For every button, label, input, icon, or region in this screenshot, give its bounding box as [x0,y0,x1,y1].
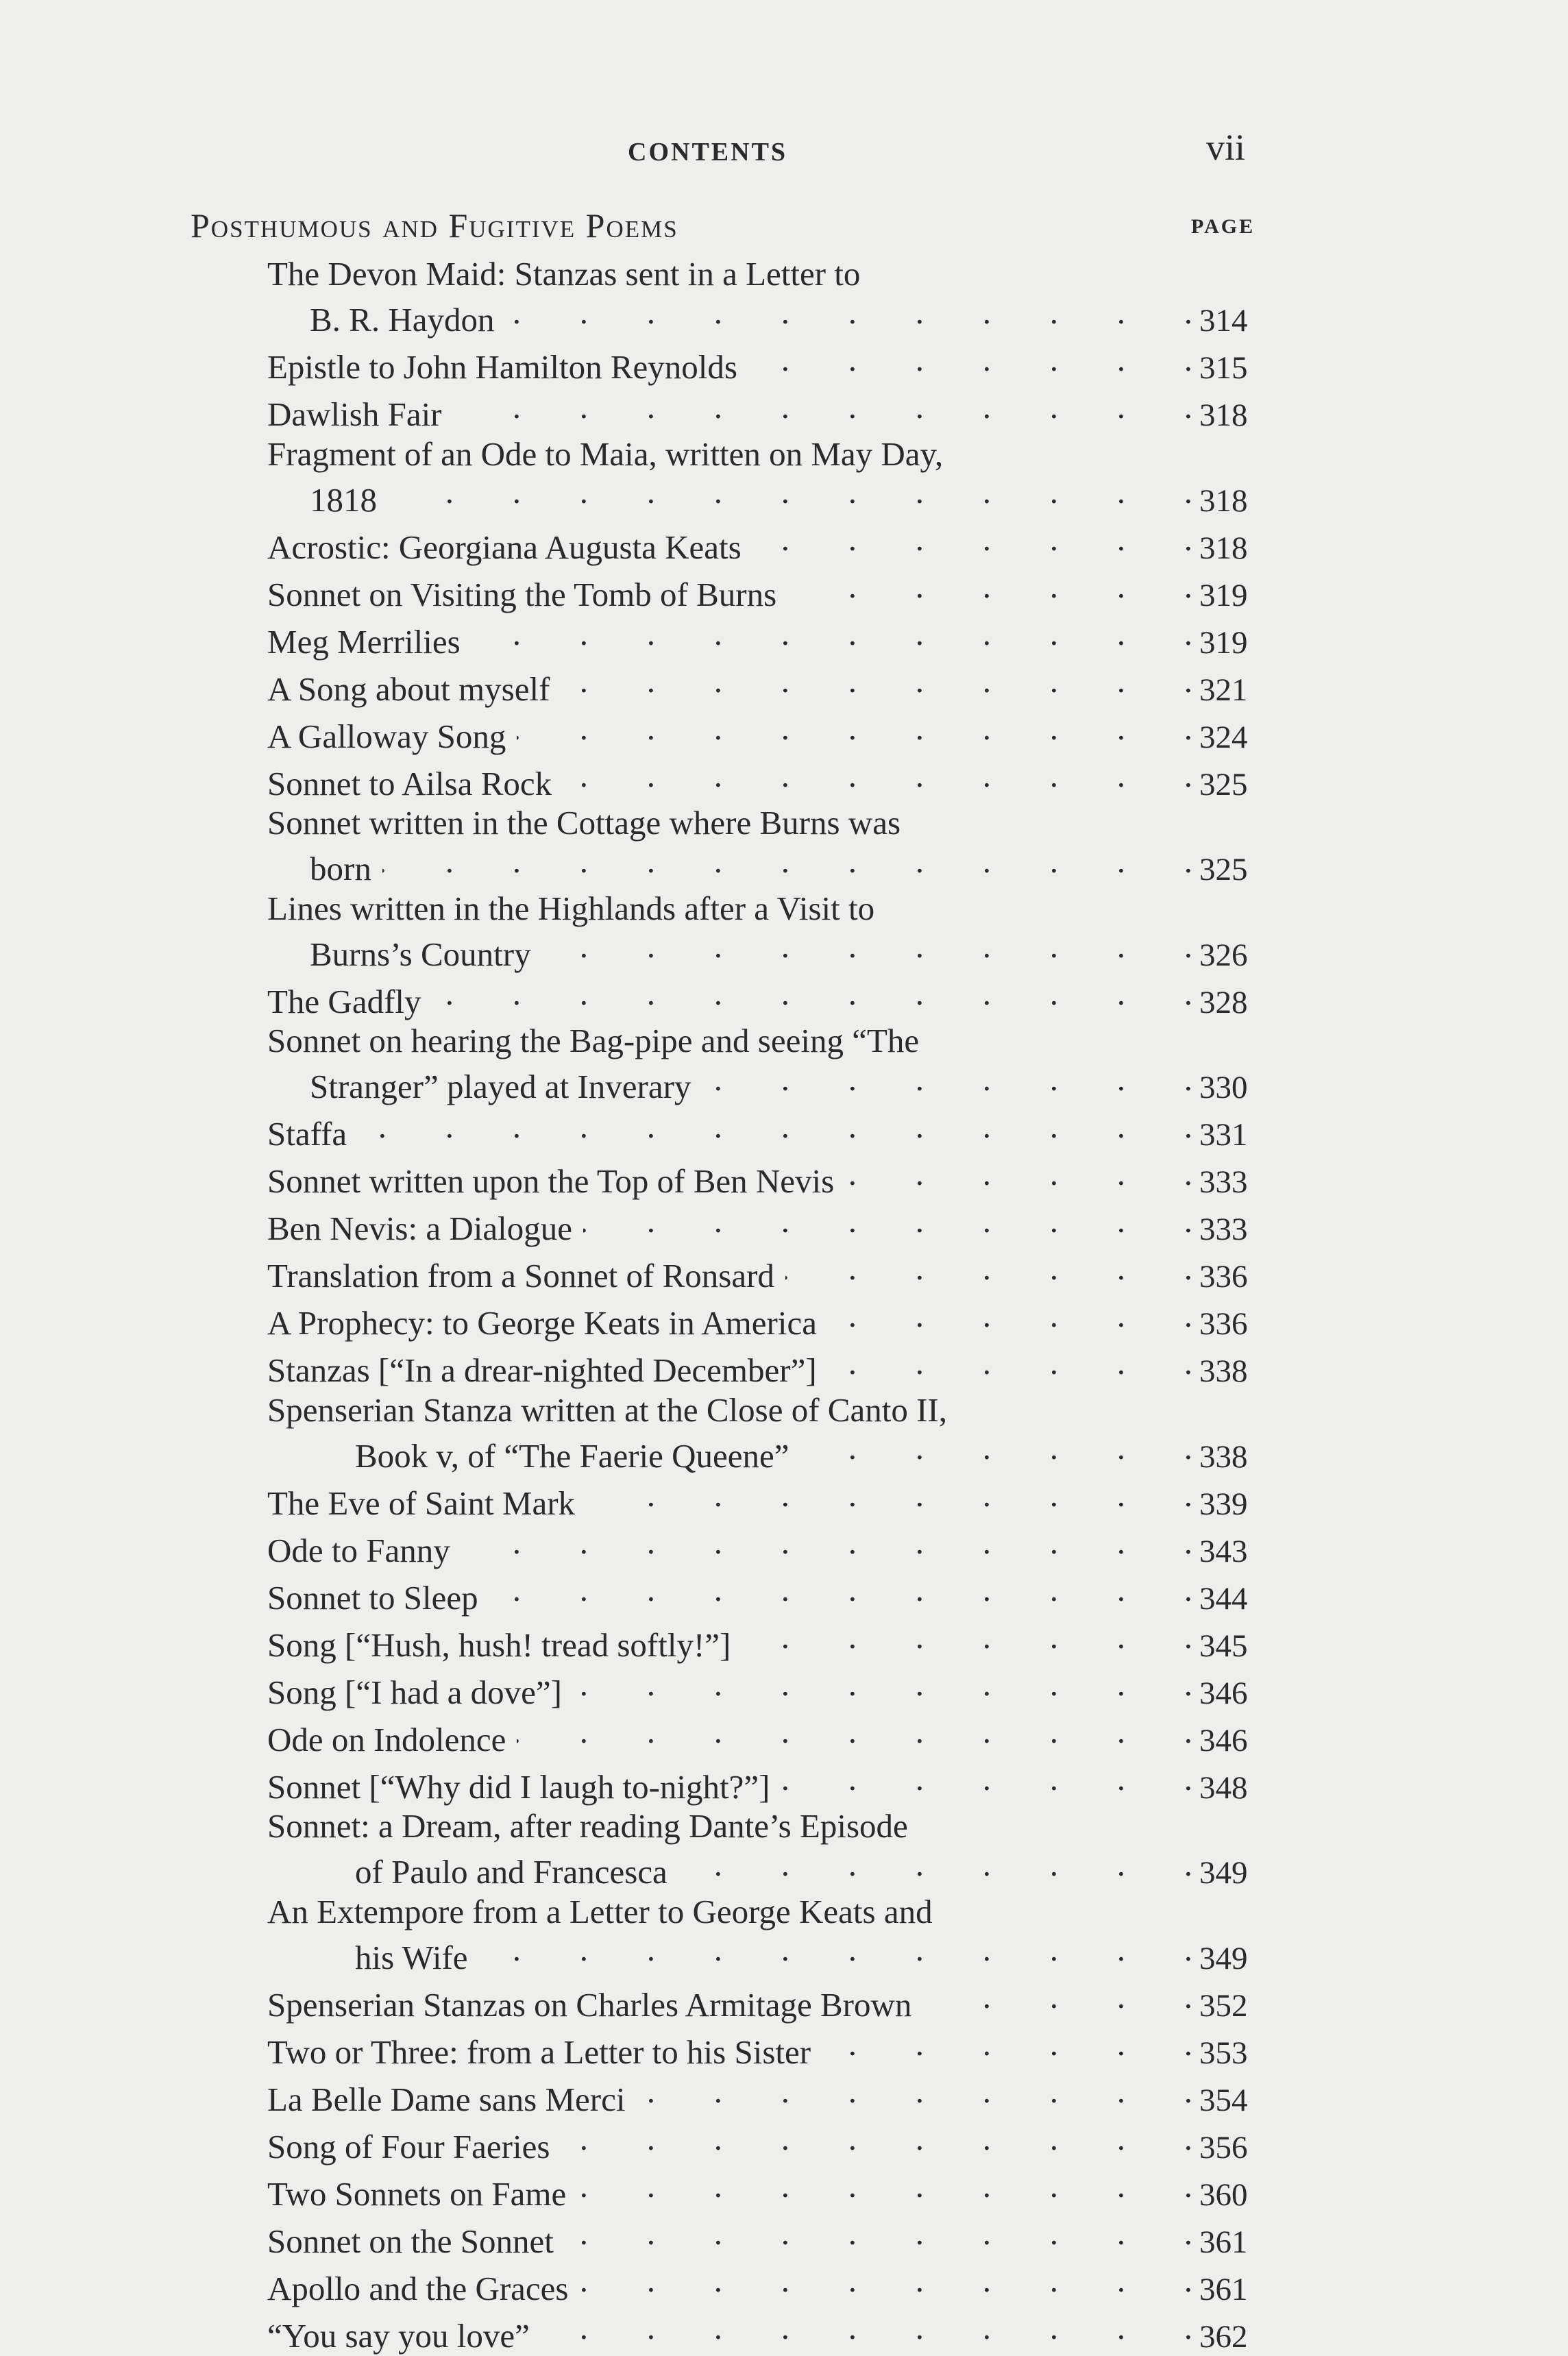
dot-leader [636,2072,1192,2111]
page-column-label: PAGE [1191,215,1255,238]
toc-entry-title-line: Acrostic: Georgiana Augusta Keats [267,528,742,567]
dot-leader [800,1429,1192,1467]
toc-entry [267,2072,1275,2120]
toc-entry [267,2025,1275,2072]
toc-entry [267,889,1275,975]
toc-entry-page-number: 349 [1199,1854,1275,1893]
toc-entry-title-line: The Devon Maid: Stanzas sent in a Letter to [267,255,1275,293]
dot-leader [506,293,1193,332]
toc-entry-title-line: Two or Three: from a Letter to his Sister [267,2033,811,2072]
section-heading [191,206,1260,260]
toc-entry-title-line: La Belle Dame sans Merci [267,2081,625,2119]
dot-leader [828,1344,1192,1382]
running-head-title: CONTENTS [628,137,787,167]
toc-entry [267,1022,1275,1107]
toc-entry [267,1978,1275,2025]
toc-entry-page-number: 349 [1199,1940,1275,1978]
toc-entry-page-number: 362 [1199,2318,1275,2356]
toc-entry-page-number: 344 [1199,1580,1275,1619]
toc-entry-page-number: 356 [1199,2129,1275,2168]
dot-leader [748,341,1192,379]
toc-entry-title-line: The Gadfly [267,983,421,1021]
toc-entry-page-number: 338 [1199,1353,1275,1391]
toc-entry [267,1476,1275,1523]
dot-leader [583,1202,1192,1240]
toc-entry-title-line: Sonnet on hearing the Bag-pipe and seeing “The [267,1022,1275,1060]
toc-entry-page-number: 346 [1199,1675,1275,1713]
toc-entry [267,1344,1275,1391]
toc-entry [267,1297,1275,1344]
toc-entry-title-line: Translation from a Sonnet of Ronsard [267,1257,774,1295]
dot-leader [471,615,1192,653]
toc-entry-title-line: Sonnet [“Why did I laugh to-night?”] [267,1768,770,1806]
toc-entry-page-number: 346 [1199,1722,1275,1760]
dot-leader [388,473,1192,511]
toc-entry [267,974,1275,1022]
toc-entry-title-line: Book v, of “The Faerie Queene” [355,1437,789,1475]
toc-entry [267,1807,1275,1893]
toc-entry-title-line: Dawlish Fair [267,395,442,434]
toc-entry-title-line: Sonnet on Visiting the Tomb of Burns [267,576,776,614]
toc-entry [267,2167,1275,2214]
toc-entry [267,615,1275,662]
dot-leader [845,1155,1192,1193]
toc-entry-page-number: 361 [1199,2224,1275,2262]
toc-entry-page-number: 326 [1199,937,1275,975]
toc-entry-title-line: Ode on Indolence [267,1721,506,1759]
dot-leader [517,709,1192,748]
toc-entry [267,2120,1275,2167]
toc-entry-page-number: 338 [1199,1438,1275,1477]
dot-leader [822,2025,1192,2063]
dot-leader [702,1060,1192,1099]
toc-entry-page-number: 318 [1199,397,1275,435]
dot-leader [565,2214,1192,2253]
toc-entry-page-number: 333 [1199,1211,1275,1249]
toc-entry-title-line: Spenserian Stanza written at the Close of Canto II, [267,1391,1275,1429]
toc-entry-page-number: 319 [1199,624,1275,663]
toc-entry [267,1523,1275,1571]
toc-entry-title-line: Sonnet to Sleep [267,1579,478,1617]
dot-leader [461,1523,1192,1562]
toc-entry-page-number: 318 [1199,482,1275,521]
toc-entry-title-line: Stranger” played at Inverary [310,1068,691,1106]
toc-entry-title-line: Sonnet written upon the Top of Ben Nevis [267,1162,834,1201]
toc-entry [267,1391,1275,1477]
toc-entry-page-number: 336 [1199,1258,1275,1297]
dot-leader [489,1571,1192,1609]
toc-entry [267,520,1275,567]
dot-leader [479,1930,1192,1969]
dot-leader [586,1476,1192,1514]
toc-entry-title-line: Staffa [267,1115,347,1153]
toc-entry-title-line: Song [“Hush, hush! tread softly!”] [267,1626,731,1665]
running-head [0,125,1568,173]
toc-entry [267,255,1275,341]
toc-entry-title-line: Sonnet on the Sonnet [267,2222,554,2261]
toc-entry-title-line: Spenserian Stanzas on Charles Armitage Brown [267,1986,911,2024]
toc-entry-title-line: Song [“I had a dove”] [267,1673,562,1712]
toc-entry [267,1665,1275,1713]
dot-leader [742,1618,1192,1656]
toc-entry [267,1713,1275,1760]
toc-entry [267,435,1275,521]
dot-leader [432,974,1193,1013]
toc-entry [267,2261,1275,2309]
toc-entry-page-number: 315 [1199,349,1275,388]
toc-entry [267,804,1275,889]
toc-entry-page-number: 325 [1199,851,1275,889]
dot-leader [561,2120,1192,2158]
toc-entry-title-line: A Prophecy: to George Keats in America [267,1304,817,1342]
toc-entry-title-line: B. R. Haydon [310,301,495,339]
toc-entry-page-number: 348 [1199,1769,1275,1808]
toc-entry-page-number: 321 [1199,672,1275,710]
dot-leader [382,842,1192,881]
dot-leader [542,927,1192,966]
toc-entry-title-line: Ben Nevis: a Dialogue [267,1210,572,1248]
toc-entry [267,1107,1275,1155]
toc-entry-page-number: 314 [1199,302,1275,341]
toc-entry-page-number: 319 [1199,577,1275,615]
toc-entry-title-line: Sonnet: a Dream, after reading Dante’s Episode [267,1807,1275,1845]
toc-entry-title-line: Epistle to John Hamilton Reynolds [267,348,737,386]
toc-entry-title-line: A Song about myself [267,670,550,709]
toc-entry-title-line: born [310,850,371,888]
toc-entry-page-number: 343 [1199,1533,1275,1571]
toc-entry [267,1202,1275,1249]
dot-leader [358,1107,1192,1146]
toc-entry-page-number: 361 [1199,2271,1275,2309]
dot-leader [561,662,1192,700]
toc-entry [267,662,1275,709]
dot-leader [573,1665,1192,1704]
toc-entry [267,2309,1275,2356]
toc-entry-title-line: Two Sonnets on Fame [267,2175,566,2213]
toc-entry-title-line: Lines written in the Highlands after a Visit to [267,889,1275,928]
toc-entry [267,341,1275,388]
dot-leader [828,1297,1192,1335]
dot-leader [517,1713,1192,1751]
toc-entry-title-line: of Paulo and Francesca [355,1853,667,1891]
toc-entry [267,1618,1275,1665]
toc-entry-title-line: Ode to Fanny [267,1532,450,1570]
toc-entry-page-number: 325 [1199,766,1275,805]
dot-leader [563,757,1192,795]
dot-leader [781,1760,1192,1798]
dot-leader [752,520,1192,559]
toc-entry-title-line: “You say you love” [267,2317,530,2355]
dot-leader [785,1249,1192,1288]
dot-leader [577,2167,1192,2205]
toc-entry-page-number: 352 [1199,1987,1275,2026]
toc-entry-title-line: Apollo and the Graces [267,2270,569,2308]
toc-entry-title-line: 1818 [310,481,377,519]
toc-entry-page-number: 318 [1199,530,1275,568]
toc-entry [267,567,1275,615]
toc-entry-page-number: 339 [1199,1486,1275,1524]
toc-entry-title-line: A Galloway Song [267,717,506,756]
toc-entry [267,2214,1275,2261]
toc-entry [267,709,1275,757]
dot-leader [678,1845,1192,1884]
dot-leader [541,2309,1192,2347]
dot-leader [580,2261,1193,2300]
running-head-page-number: vii [1206,126,1245,169]
toc-entry-title-line: Song of Four Faeries [267,2128,550,2166]
table-of-contents [267,255,1275,2356]
toc-entry [267,1249,1275,1297]
toc-entry-title-line: Sonnet written in the Cottage where Burns was [267,804,1275,842]
toc-entry-title-line: Fragment of an Ode to Maia, written on May Day, [267,435,1275,474]
toc-entry-title-line: An Extempore from a Letter to George Keats and [267,1893,1275,1931]
toc-entry-page-number: 330 [1199,1069,1275,1107]
toc-entry-page-number: 331 [1199,1116,1275,1155]
toc-entry [267,1155,1275,1202]
toc-entry-title-line: The Eve of Saint Mark [267,1484,575,1523]
dot-leader [787,567,1192,606]
toc-entry-title-line: Meg Merrilies [267,623,461,661]
toc-entry-title-line: Sonnet to Ailsa Rock [267,765,552,803]
section-title: Posthumous and Fugitive Poems [191,206,678,245]
toc-entry-page-number: 328 [1199,984,1275,1022]
dot-leader [453,388,1193,426]
dot-leader [922,1978,1192,2016]
toc-entry-page-number: 360 [1199,2176,1275,2215]
toc-entry-title-line: Burns’s Country [310,935,531,974]
toc-entry [267,1893,1275,1978]
toc-entry-page-number: 353 [1199,2035,1275,2073]
toc-entry-page-number: 324 [1199,719,1275,757]
toc-entry [267,1760,1275,1807]
toc-entry [267,1571,1275,1618]
toc-entry [267,388,1275,435]
toc-entry-page-number: 333 [1199,1164,1275,1202]
toc-entry-page-number: 354 [1199,2082,1275,2120]
toc-entry [267,757,1275,804]
toc-entry-page-number: 345 [1199,1628,1275,1666]
toc-entry-title-line: his Wife [355,1939,468,1977]
toc-entry-page-number: 336 [1199,1305,1275,1344]
toc-entry-title-line: Stanzas [“In a drear-nighted December”] [267,1351,817,1390]
